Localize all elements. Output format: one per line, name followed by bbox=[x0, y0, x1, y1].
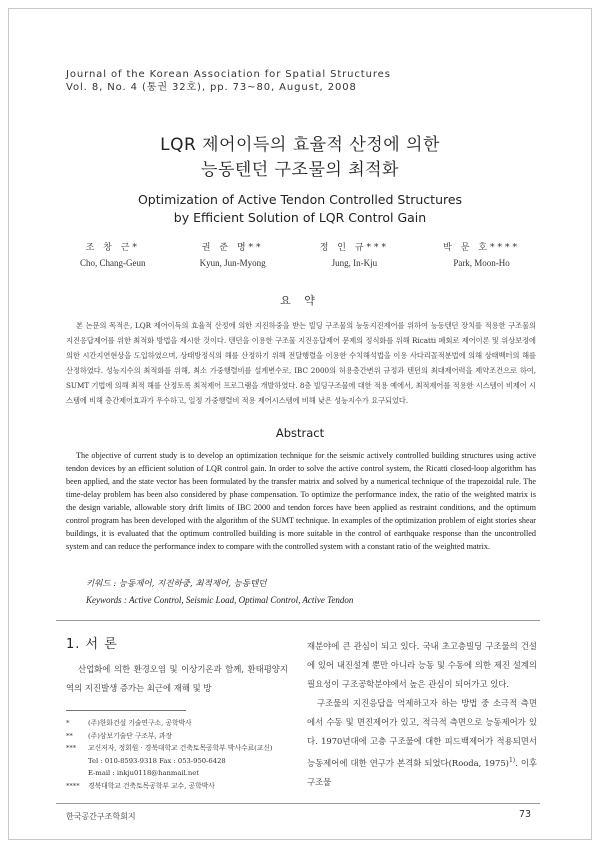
author-list bbox=[80, 241, 520, 271]
paragraph: 구조물의 지진응답을 억제하고자 하는 방법 중 소극적 측면에서 수동 및 면진제어가 있고, 적극적 측면으로 능동제어가 있다. 1970년대에 고층 구조물에 대한 피드백제어가 적용되면서 능동제어에 대한 연구가 본격화 되었다(Rooda, 1975)$^{1)}$. 이후 구조물 bbox=[307, 698, 537, 787]
korean-abstract-heading: 요 약 bbox=[280, 294, 320, 307]
footnote-item: ** (주)삼보기술단 구조부, 과장 bbox=[66, 731, 173, 740]
author-name-en: Cho, Chang-Geun bbox=[80, 258, 146, 268]
body-left-column: 산업화에 의한 환경오염 및 이상기온과 함께, 환태평양지역의 지진발생 증가는 최근에 재해 및 방 bbox=[66, 664, 288, 693]
footer-journal-name: 한국공간구조학회지 bbox=[66, 812, 136, 821]
footnote-divider bbox=[66, 710, 186, 711]
abstract-text: The objective of current study is to develop an optimization technique for the seismic actively controlled building structures using active tendon devices by an efficient solution of LQR control gain. In order to solve the active control system, the Ricatti closed-loop algorithm has been applied, and the state vector has been formulated by the transfer matrix and solved by a numerical technique of the trapezoidal rule. The time-delay problem has been also considered by phase compensation. To optimize the performance index, the ratio of the weighted matrix is the design variable, allowable story drift limits of IBC 2000 and tendon forces have been applied as restraint conditions, and the optimum control program has been developed with the algorithm of the SUMT technique. In examples of the optimization problem of eight stories shear buildings, it is evaluated that the optimum controlled building is more suitable in the control of earthquake response than the uncontrolled system and can reduce the performance index to compare with the controlled system with a constant ratio of the weighted matrix. bbox=[66, 451, 536, 551]
author-name-en: Jung, In-Kju bbox=[331, 258, 378, 268]
korean-abstract-text: 본 논문의 목적은, LQR 제어이득의 효율적 산정에 의한 지진하중을 받는 빌딩 구조물의 능동지진제어를 위하여 능동텐던 장치를 적용한 구조물의 지진응답제어를 위한 최적화 방법을 제시한 것이다. 텐던을 이용한 구조물 지진응답제어 문제의 정식화를 위해 Ricatti 폐회로 제어이론 및 위상보정에 의한 시간지연현상을 도입하였으며, 상태방정식의 해를 산정하기 위해 전달행렬을 이용한 수치해석법을 이용 사다리꼴적분법에 의해 상태벡터의 해를 산정하였다. 성능지수의 최적화를 위해, 최소 가중행렬비를 설계변수로, IBC 2000의 허용층간변위 규정과 텐던의 최대제어력을 제약조건으로 하여, SUMT 기법에 의해 최적 해를 산정토록 최적제어 프로그램을 개발하였다. 8층 빌딩구조물에 대한 적용 예에서, 최적제어를 적용한 시스템이 비제어 시스템에 비해 층간제어효과가 우수하고, 일정 가중행렬비 적용 제어시스템에 비해 낮은 성능지수가 요구되었다. bbox=[66, 321, 536, 405]
footnotes bbox=[66, 717, 296, 793]
author-name-ko: 권 준 명** bbox=[201, 243, 264, 253]
author-2 bbox=[200, 241, 266, 271]
footnote-item: * (주)한화건설 기술연구소, 공학박사 bbox=[66, 719, 192, 727]
keywords-korean: 키워드 : 능동제어, 지진하중, 최적제어, 능동텐던 bbox=[86, 579, 267, 589]
author-4 bbox=[443, 241, 520, 271]
footnote-item: Tel : 010-8593-9318 Fax : 053-950-6428 bbox=[88, 756, 226, 765]
journal-volume: Vol. 8, No. 4 (통권 32호), pp. 73~80, August, 2008 bbox=[66, 82, 357, 93]
paragraph: 재분야에 큰 관심이 되고 있다. 국내 초고층빌딩 구조물의 건설에 있어 내진설계 뿐만 아니라 능동 및 수동에 의한 제진 설계의 필요성이 구조공학분야에서 높은 관심이 되어가고 있다. bbox=[307, 641, 537, 689]
abstract-heading: Abstract bbox=[275, 426, 325, 440]
author-name-ko: 정 인 규*** bbox=[319, 243, 390, 253]
footnote-item: *** 교신저자, 정회원 · 경북대학교 건축토목공학부 박사수료(교신) bbox=[66, 744, 273, 753]
title-korean-line1: LQR 제어이득의 효율적 산정에 의한 bbox=[160, 135, 440, 155]
title-english-line1: Optimization of Active Tendon Controlled Structures bbox=[137, 192, 463, 207]
footnote-item: E-mail : inkju0118@hanmail.net bbox=[88, 769, 200, 778]
author-name-en: Kyun, Jun-Myong bbox=[199, 258, 266, 268]
section-divider bbox=[56, 620, 540, 621]
author-3 bbox=[320, 241, 389, 271]
body-right-column bbox=[307, 637, 537, 792]
page-number: 73 bbox=[519, 809, 532, 820]
author-1 bbox=[80, 241, 146, 271]
section-heading-introduction: 1. 서 론 bbox=[66, 637, 118, 652]
author-name-ko: 박 문 호**** bbox=[443, 243, 520, 253]
author-name-ko: 조 창 근* bbox=[85, 243, 140, 253]
citation-mark: 1) bbox=[508, 757, 516, 764]
footnote-item: **** 경북대학교 건축토목공학부 교수, 공학박사 bbox=[66, 781, 215, 790]
journal-header bbox=[66, 68, 546, 94]
footer-divider bbox=[56, 803, 540, 804]
title-korean-line2: 능동텐던 구조물의 최적화 bbox=[201, 160, 399, 180]
author-name-en: Park, Moon-Ho bbox=[453, 258, 510, 268]
journal-name: Journal of the Korean Association for Spatial Structures bbox=[66, 69, 391, 80]
keywords-english: Keywords : Active Control, Seismic Load, Optimal Control, Active Tendon bbox=[86, 595, 354, 605]
title-english-line2: by Efficient Solution of LQR Control Gain bbox=[173, 210, 427, 225]
